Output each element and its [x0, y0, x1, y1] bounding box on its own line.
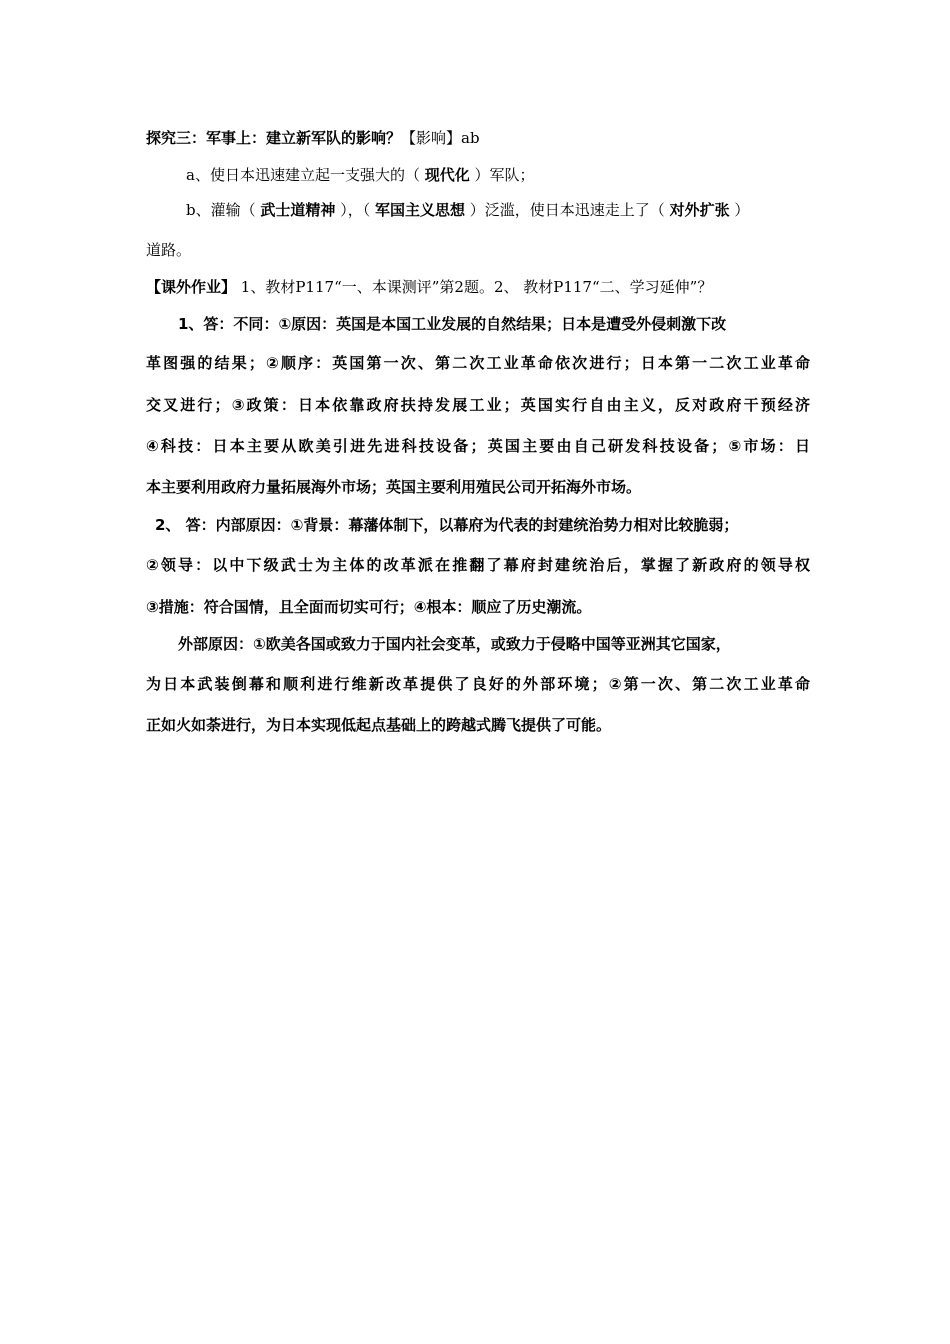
answer1-line-2: 革图强的结果；②顺序：英国第一次、第二次工业革命依次进行；日本第一二次工业革命 — [146, 354, 810, 372]
answer1-line-4: ④科技：日本主要从欧美引进先进科技设备；英国主要由自己研发科技设备；⑤市场：日 — [146, 437, 810, 455]
section3-title-tag: 【影响】ab — [401, 129, 480, 147]
answer2-external-line-2: 为日本武装倒幕和顺利进行维新改革提供了良好的外部环境；②第一次、第二次工业革命 — [146, 675, 810, 693]
homework-text: 1、教材P117“一、本课测评”第2题。2、 教材P117“二、学习延伸”？ — [240, 278, 713, 296]
section3-title: 探究三：军事上：建立新军队的影响？ — [146, 129, 402, 147]
item-a-answer: 现代化 — [424, 166, 470, 184]
answer2-line-1: 2、 答：内部原因：①背景：幕藩体制下，以幕府为代表的封建统治势力相对比较脆弱； — [155, 516, 739, 534]
answer1-line-3: 交叉进行；③政策：日本依靠政府扶持发展工业；英国实行自由主义，反对政府干预经济 — [146, 396, 810, 414]
item-b-answer-3: 对外扩张 — [669, 201, 730, 219]
answer1-line-1: 1、答：不同：①原因：英国是本国工业发展的自然结果；日本是遭受外侵刺激下改 — [178, 315, 727, 333]
item-b-answer-1: 武士道精神 — [260, 201, 336, 219]
item-a-prefix: a、使日本迅速建立起一支强大的（ — [186, 166, 420, 184]
section3-title-line — [146, 128, 810, 148]
answer2-external-line-3: 正如火如荼进行，为日本实现低起点基础上的跨越式腾飞提供了可能。 — [146, 716, 612, 734]
homework-line — [146, 277, 810, 297]
answer2-line-2: ②领导：以中下级武士为主体的改革派在推翻了幕府封建统治后，掌握了新政府的领导权 — [146, 556, 810, 574]
item-b-suffix: ） — [734, 201, 750, 219]
item-b-mid-1: ），（ — [340, 201, 371, 219]
section3-item-b-continued: 道路。 — [146, 241, 192, 259]
item-b-prefix: b、灌输（ — [186, 201, 256, 219]
item-a-suffix: ）军队； — [474, 166, 535, 184]
section3-item-b — [186, 200, 810, 220]
answer2-external-line-1: 外部原因：①欧美各国或致力于国内社会变革，或致力于侵略中国等亚洲其它国家， — [178, 635, 731, 653]
answer2-line-3: ③措施：符合国情，且全面而切实可行；④根本：顺应了历史潮流。 — [146, 598, 592, 616]
item-b-answer-2: 军国主义思想 — [374, 201, 465, 219]
section3-item-a — [186, 165, 810, 185]
homework-label: 【课外作业】 — [146, 278, 237, 296]
item-b-mid-2: ）泛滥，使日本迅速走上了（ — [469, 201, 665, 219]
answer1-line-5: 本主要利用政府力量拓展海外市场；英国主要利用殖民公司开拓海外市场。 — [146, 478, 642, 496]
